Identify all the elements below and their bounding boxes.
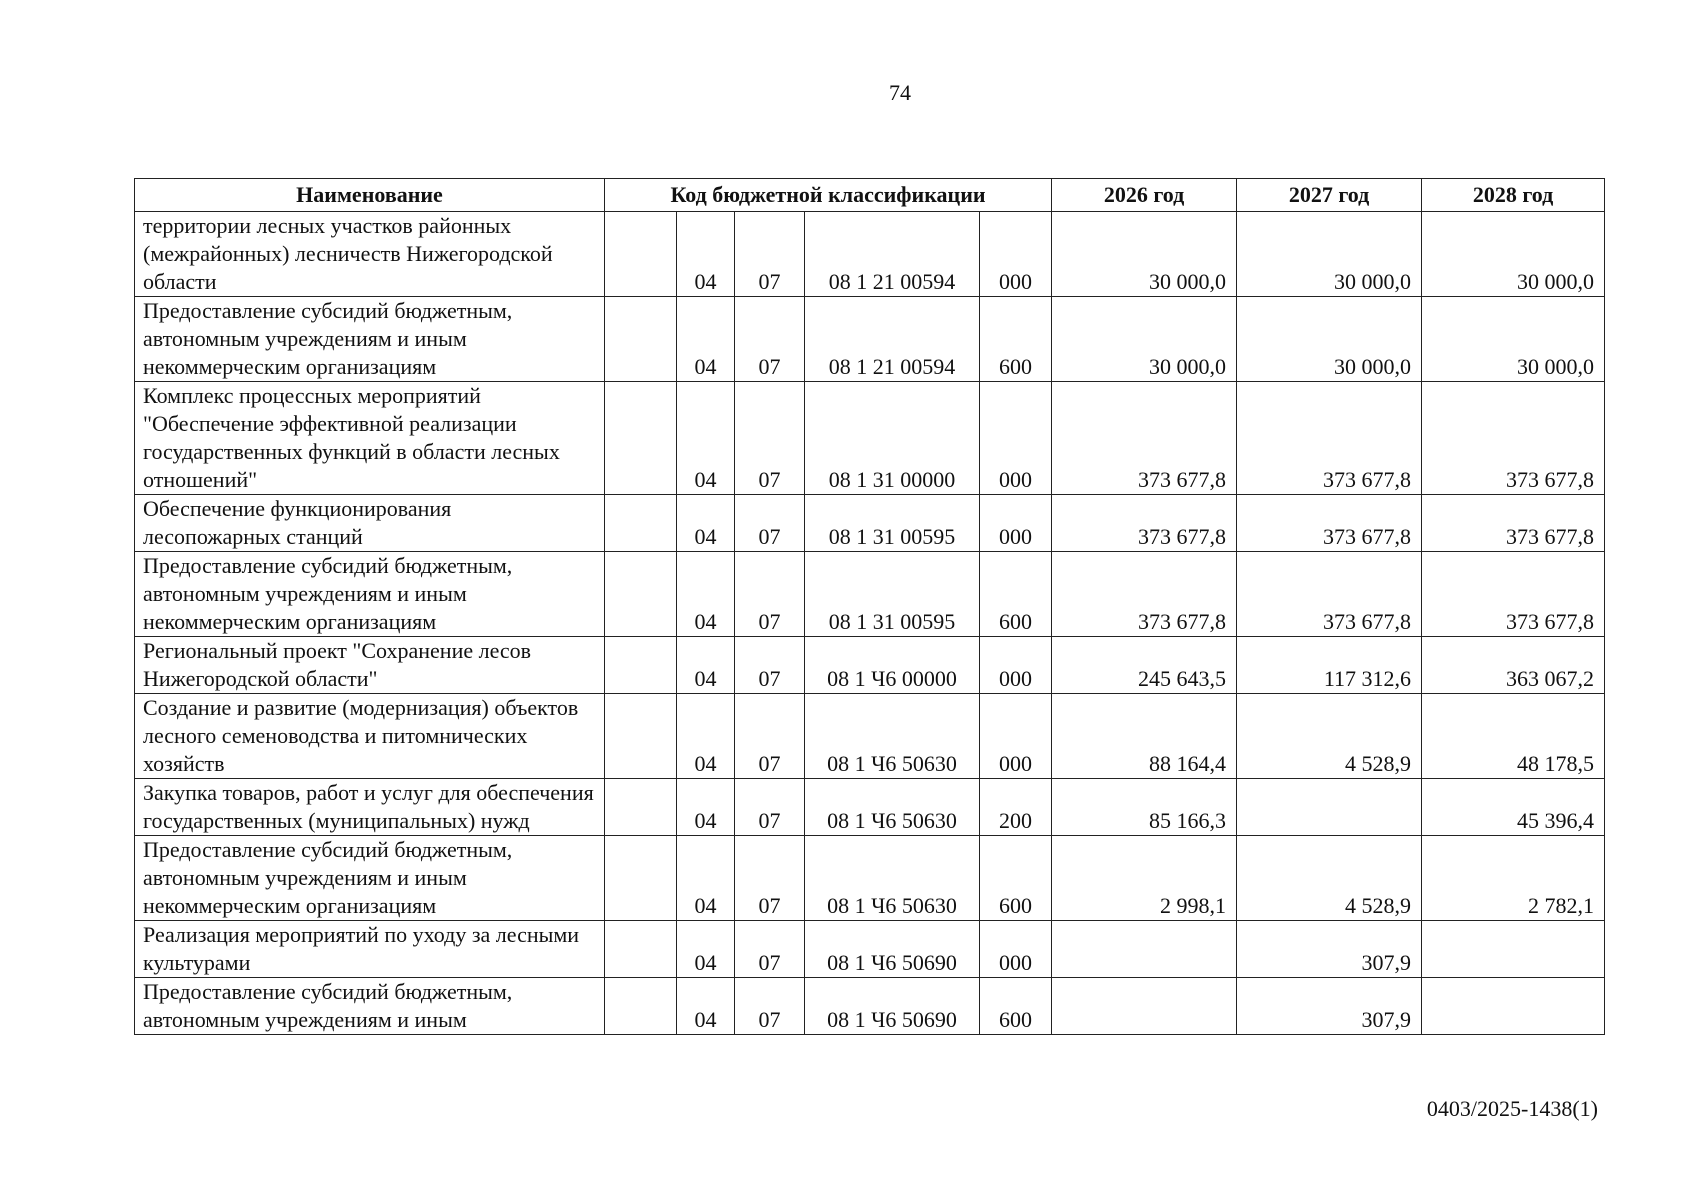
code-subsection-cell: 07 xyxy=(735,212,805,297)
code-target-article-cell: 08 1 Ч6 00000 xyxy=(805,637,980,694)
code-ministry-cell: 04 xyxy=(677,382,735,495)
code-target-article-cell: 08 1 Ч6 50630 xyxy=(805,694,980,779)
row-name-cell: Закупка товаров, работ и услуг для обеспечения государственных (муниципальных) нужд xyxy=(135,779,605,836)
document-code: 0403/2025-1438(1) xyxy=(1426,1096,1598,1121)
code-expense-type-cell: 000 xyxy=(980,382,1052,495)
code-target-article-cell: 08 1 31 00000 xyxy=(805,382,980,495)
amount-2028-cell: 2 782,1 xyxy=(1422,836,1605,921)
row-name-cell: Реализация мероприятий по уходу за лесными культурами xyxy=(135,921,605,978)
amount-2026-cell: 2 998,1 xyxy=(1052,836,1237,921)
code-ministry-cell: 04 xyxy=(677,212,735,297)
code-target-article-cell: 08 1 31 00595 xyxy=(805,495,980,552)
code-section-cell xyxy=(605,836,677,921)
code-expense-type-cell: 000 xyxy=(980,694,1052,779)
code-section-cell xyxy=(605,552,677,637)
amount-2028-cell xyxy=(1422,978,1605,1035)
code-section-cell xyxy=(605,495,677,552)
code-section-cell xyxy=(605,382,677,495)
row-name-cell: Создание и развитие (модернизация) объектов лесного семеноводства и питомнических хозяйств xyxy=(135,694,605,779)
amount-2026-cell: 30 000,0 xyxy=(1052,212,1237,297)
code-expense-type-cell: 200 xyxy=(980,779,1052,836)
code-ministry-cell: 04 xyxy=(677,637,735,694)
code-expense-type-cell: 600 xyxy=(980,297,1052,382)
amount-2026-cell xyxy=(1052,921,1237,978)
amount-2027-cell: 4 528,9 xyxy=(1237,694,1422,779)
amount-2026-cell xyxy=(1052,978,1237,1035)
code-subsection-cell: 07 xyxy=(735,552,805,637)
code-subsection-cell: 07 xyxy=(735,297,805,382)
table-row xyxy=(135,297,1605,382)
code-ministry-cell: 04 xyxy=(677,552,735,637)
row-name-cell: Предоставление субсидий бюджетным, автономным учреждениям и иным некоммерческим организациям xyxy=(135,297,605,382)
amount-2028-cell: 45 396,4 xyxy=(1422,779,1605,836)
code-ministry-cell: 04 xyxy=(677,694,735,779)
table-row xyxy=(135,779,1605,836)
header-budget-code: Код бюджетной классификации xyxy=(605,179,1052,212)
code-subsection-cell: 07 xyxy=(735,694,805,779)
code-target-article-cell: 08 1 21 00594 xyxy=(805,212,980,297)
code-expense-type-cell: 000 xyxy=(980,212,1052,297)
amount-2026-cell: 245 643,5 xyxy=(1052,637,1237,694)
code-subsection-cell: 07 xyxy=(735,978,805,1035)
header-2026: 2026 год xyxy=(1052,179,1237,212)
amount-2027-cell: 4 528,9 xyxy=(1237,836,1422,921)
code-target-article-cell: 08 1 Ч6 50690 xyxy=(805,921,980,978)
code-subsection-cell: 07 xyxy=(735,495,805,552)
amount-2028-cell: 373 677,8 xyxy=(1422,552,1605,637)
code-expense-type-cell: 600 xyxy=(980,836,1052,921)
table-header-row xyxy=(135,179,1605,212)
table-body xyxy=(135,212,1605,1035)
amount-2027-cell xyxy=(1237,779,1422,836)
code-expense-type-cell: 000 xyxy=(980,637,1052,694)
amount-2026-cell: 373 677,8 xyxy=(1052,382,1237,495)
code-section-cell xyxy=(605,297,677,382)
code-subsection-cell: 07 xyxy=(735,382,805,495)
code-ministry-cell: 04 xyxy=(677,495,735,552)
table-row xyxy=(135,382,1605,495)
row-name-cell: Предоставление субсидий бюджетным, автономным учреждениям и иным некоммерческим организациям xyxy=(135,836,605,921)
code-ministry-cell: 04 xyxy=(677,836,735,921)
code-section-cell xyxy=(605,212,677,297)
code-expense-type-cell: 600 xyxy=(980,978,1052,1035)
table-row xyxy=(135,212,1605,297)
code-section-cell xyxy=(605,779,677,836)
code-ministry-cell: 04 xyxy=(677,978,735,1035)
code-target-article-cell: 08 1 Ч6 50690 xyxy=(805,978,980,1035)
header-2027: 2027 год xyxy=(1237,179,1422,212)
code-subsection-cell: 07 xyxy=(735,921,805,978)
code-target-article-cell: 08 1 31 00595 xyxy=(805,552,980,637)
amount-2026-cell: 88 164,4 xyxy=(1052,694,1237,779)
amount-2027-cell: 117 312,6 xyxy=(1237,637,1422,694)
page-number: 74 xyxy=(889,80,911,105)
code-target-article-cell: 08 1 Ч6 50630 xyxy=(805,779,980,836)
code-subsection-cell: 07 xyxy=(735,779,805,836)
amount-2027-cell: 373 677,8 xyxy=(1237,552,1422,637)
code-target-article-cell: 08 1 21 00594 xyxy=(805,297,980,382)
amount-2026-cell: 373 677,8 xyxy=(1052,552,1237,637)
amount-2027-cell: 307,9 xyxy=(1237,978,1422,1035)
table-row xyxy=(135,552,1605,637)
amount-2027-cell: 30 000,0 xyxy=(1237,297,1422,382)
code-subsection-cell: 07 xyxy=(735,637,805,694)
amount-2028-cell: 363 067,2 xyxy=(1422,637,1605,694)
header-2028: 2028 год xyxy=(1422,179,1605,212)
amount-2027-cell: 373 677,8 xyxy=(1237,495,1422,552)
amount-2028-cell xyxy=(1422,921,1605,978)
row-name-cell: Предоставление субсидий бюджетным, автономным учреждениям и иным xyxy=(135,978,605,1035)
amount-2027-cell: 373 677,8 xyxy=(1237,382,1422,495)
code-expense-type-cell: 000 xyxy=(980,495,1052,552)
code-section-cell xyxy=(605,921,677,978)
amount-2028-cell: 48 178,5 xyxy=(1422,694,1605,779)
row-name-cell: Обеспечение функционирования лесопожарных станций xyxy=(135,495,605,552)
code-ministry-cell: 04 xyxy=(677,779,735,836)
amount-2026-cell: 30 000,0 xyxy=(1052,297,1237,382)
budget-table xyxy=(134,178,1605,1035)
code-section-cell xyxy=(605,637,677,694)
table-row xyxy=(135,978,1605,1035)
code-expense-type-cell: 600 xyxy=(980,552,1052,637)
row-name-cell: Региональный проект "Сохранение лесов Нижегородской области" xyxy=(135,637,605,694)
amount-2028-cell: 30 000,0 xyxy=(1422,212,1605,297)
amount-2028-cell: 373 677,8 xyxy=(1422,382,1605,495)
row-name-cell: Комплекс процессных мероприятий "Обеспечение эффективной реализации государственных функций в области лесных отношений" xyxy=(135,382,605,495)
row-name-cell: Предоставление субсидий бюджетным, автономным учреждениям и иным некоммерческим организациям xyxy=(135,552,605,637)
table-row xyxy=(135,637,1605,694)
amount-2027-cell: 30 000,0 xyxy=(1237,212,1422,297)
table-row xyxy=(135,921,1605,978)
table-row xyxy=(135,694,1605,779)
header-name: Наименование xyxy=(135,179,605,212)
amount-2026-cell: 85 166,3 xyxy=(1052,779,1237,836)
code-expense-type-cell: 000 xyxy=(980,921,1052,978)
code-subsection-cell: 07 xyxy=(735,836,805,921)
amount-2027-cell: 307,9 xyxy=(1237,921,1422,978)
amount-2028-cell: 373 677,8 xyxy=(1422,495,1605,552)
row-name-cell: территории лесных участков районных (межрайонных) лесничеств Нижегородской области xyxy=(135,212,605,297)
code-ministry-cell: 04 xyxy=(677,297,735,382)
code-target-article-cell: 08 1 Ч6 50630 xyxy=(805,836,980,921)
code-section-cell xyxy=(605,694,677,779)
code-section-cell xyxy=(605,978,677,1035)
table-row xyxy=(135,836,1605,921)
table-row xyxy=(135,495,1605,552)
amount-2026-cell: 373 677,8 xyxy=(1052,495,1237,552)
amount-2028-cell: 30 000,0 xyxy=(1422,297,1605,382)
code-ministry-cell: 04 xyxy=(677,921,735,978)
